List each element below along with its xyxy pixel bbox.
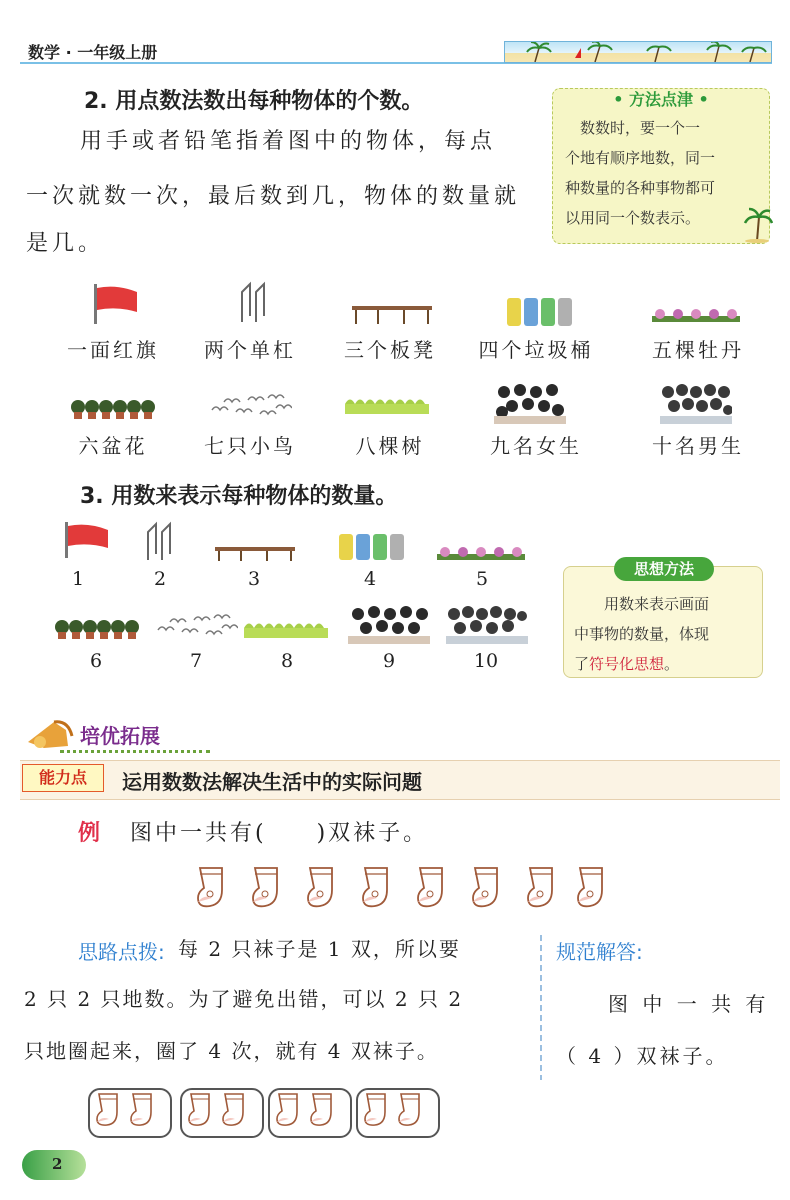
count-number: 3 xyxy=(247,568,261,590)
answer-label: 规范解答: xyxy=(556,940,643,964)
hint-line-2: 2 只 2 只地数。为了避免出错，可以 2 只 2 xyxy=(24,987,464,1011)
socks-row xyxy=(196,866,606,914)
method-tip-box xyxy=(552,88,770,244)
count-number: 8 xyxy=(280,650,294,672)
caption-potted-flowers: 六盆花 xyxy=(78,434,148,458)
trees-image-small xyxy=(244,620,328,640)
count-number: 10 xyxy=(473,650,499,672)
page-number: 2 xyxy=(52,1155,63,1173)
example-label: 例 xyxy=(78,820,101,846)
method-tip-line: 种数量的各种事物都可 xyxy=(565,179,716,197)
method-tip-title: • 方法点津 • xyxy=(613,90,709,109)
potted-flowers-image-small xyxy=(54,618,140,640)
ability-label: 能力点 xyxy=(22,764,104,792)
hint-line-3: 只地圈起来，圈了 4 次，就有 4 双袜子。 xyxy=(24,1039,439,1063)
extension-dotted-rule xyxy=(60,750,210,753)
caption-boys: 十名男生 xyxy=(652,434,744,458)
thought-line: 用数来表示画面 xyxy=(574,595,710,613)
page-number-badge xyxy=(22,1150,86,1180)
count-number: 6 xyxy=(89,650,103,672)
question-3-heading: 3. 用数来表示每种物体的数量。 xyxy=(80,484,398,509)
method-para-line-1: 用手或者铅笔指着图中的物体，每点 xyxy=(80,129,497,154)
benches-image-small xyxy=(213,545,297,563)
book-title: 数学 · 一年级上册 xyxy=(28,43,158,62)
birds-image-small xyxy=(154,608,238,642)
circled-socks xyxy=(96,1092,436,1134)
thought-line-end: 。 xyxy=(664,655,680,673)
trash-bins-image-small xyxy=(337,532,407,562)
answer-line-2: （ 4 ）双袜子。 xyxy=(556,1044,729,1068)
boys-image-small xyxy=(446,604,528,644)
caption-girls: 九名女生 xyxy=(490,434,582,458)
peonies-image-small xyxy=(435,544,527,562)
method-tip-line: 个地有顺序地数，同一 xyxy=(565,149,716,167)
peonies-image xyxy=(650,306,742,324)
method-tip-line: 数数时，要一个一 xyxy=(565,119,701,137)
caption-bins: 四个垃圾桶 xyxy=(478,338,594,362)
caption-flag: 一面红旗 xyxy=(67,338,159,362)
count-number: 1 xyxy=(71,568,85,590)
method-tip-line: 以用同一个数表示。 xyxy=(565,209,701,227)
thought-method-text xyxy=(574,589,760,679)
trash-bins-image xyxy=(505,294,575,328)
thought-method-title: 思想方法 xyxy=(614,557,714,581)
girls-image-small xyxy=(348,604,430,644)
example-question: 图中一共有( )双袜子。 xyxy=(130,821,429,846)
thought-line xyxy=(574,649,760,679)
method-para-line-3: 是几。 xyxy=(26,231,105,256)
caption-bars: 两个单杠 xyxy=(204,338,296,362)
method-para-line-2: 一次就数一次，最后数到几，物体的数量就 xyxy=(26,184,521,209)
question-2-heading: 2. 用点数法数出每种物体的个数。 xyxy=(84,89,424,114)
red-flag-image xyxy=(90,282,140,326)
girls-image xyxy=(494,382,566,424)
count-number: 5 xyxy=(475,568,489,590)
extension-title: 培优拓展 xyxy=(80,724,160,748)
horn-icon xyxy=(24,716,78,754)
answer-line-1: 图 中 一 共 有 xyxy=(608,992,770,1016)
count-number: 4 xyxy=(363,568,377,590)
palm-tree-icon xyxy=(743,207,773,243)
thought-line-prefix: 了 xyxy=(574,655,590,673)
potted-flowers-image xyxy=(70,398,156,420)
red-flag-image-small xyxy=(62,520,112,560)
caption-benches: 三个板凳 xyxy=(344,338,436,362)
thought-method-box xyxy=(563,560,763,678)
ability-text: 运用数数法解决生活中的实际问题 xyxy=(122,770,422,794)
hint-line-1: 每 2 只袜子是 1 双，所以要 xyxy=(178,937,461,961)
symbolization-highlight: 符号化思想 xyxy=(589,655,665,673)
caption-birds: 七只小鸟 xyxy=(204,434,296,458)
thought-line: 中事物的数量，体现 xyxy=(574,625,710,643)
trees-image xyxy=(345,396,429,416)
parallel-bars-image xyxy=(236,276,276,326)
benches-image xyxy=(350,302,434,326)
column-divider xyxy=(540,935,542,1080)
hint-label: 思路点拨: xyxy=(78,940,165,964)
count-number: 7 xyxy=(189,650,203,672)
parallel-bars-image-small xyxy=(142,518,182,562)
beach-banner-image xyxy=(504,41,772,63)
count-number: 9 xyxy=(382,650,396,672)
count-number: 2 xyxy=(153,568,167,590)
caption-trees: 八棵树 xyxy=(355,434,425,458)
birds-image xyxy=(208,388,292,422)
method-tip-text xyxy=(565,113,765,233)
caption-peonies: 五棵牡丹 xyxy=(652,338,744,362)
boys-image xyxy=(660,382,732,424)
